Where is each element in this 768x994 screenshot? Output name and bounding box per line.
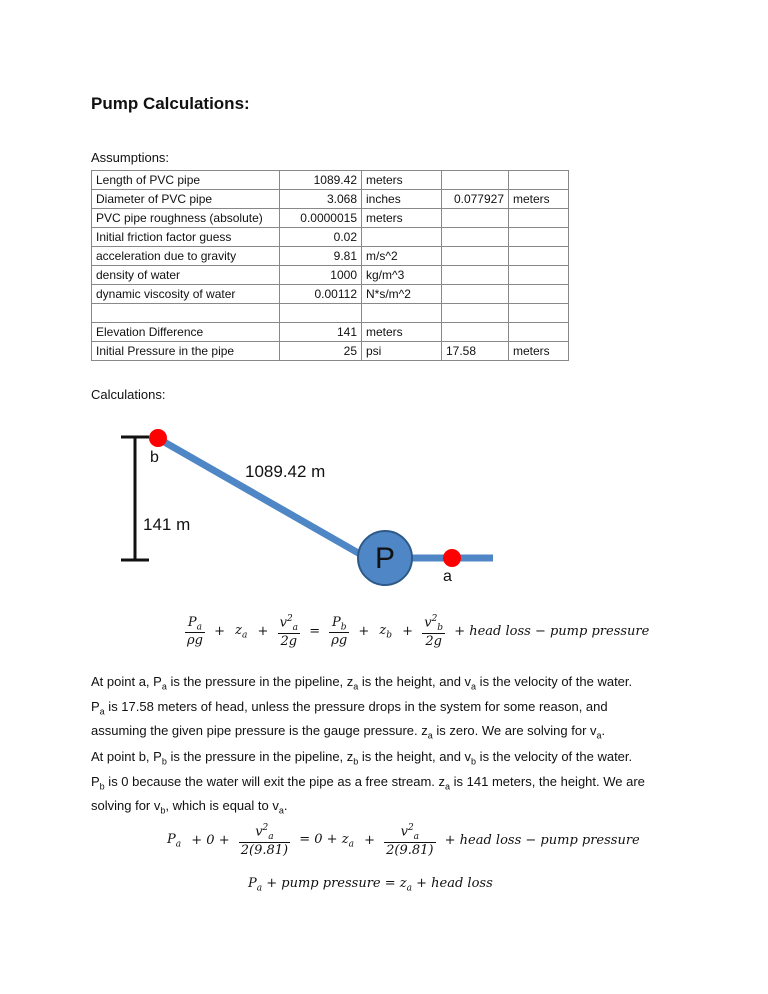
param-converted-unit-cell bbox=[509, 171, 569, 190]
param-unit-cell: meters bbox=[362, 323, 442, 342]
param-value-cell: 0.00112 bbox=[280, 285, 362, 304]
param-name-cell: Initial friction factor guess bbox=[92, 228, 280, 247]
table-row bbox=[92, 266, 569, 285]
param-unit-cell: N*s/m^2 bbox=[362, 285, 442, 304]
param-converted-unit-cell bbox=[509, 266, 569, 285]
param-converted-unit-cell: meters bbox=[509, 190, 569, 209]
pump-diagram bbox=[115, 425, 505, 590]
paragraph-point-b: At point b, $P_b$ is the pressure in the pipeline, $z_b$ is the height, and $v_b$ is the velocity of the water. $P_b$ is 0 because the water will exit the pipe as a free stream. $z_a$ is 141 meters, the height. We are solving for $v_b$, which is equal to $v_a$. bbox=[91, 749, 645, 816]
param-converted-unit-cell bbox=[509, 323, 569, 342]
param-name-cell: acceleration due to gravity bbox=[92, 247, 280, 266]
param-name-cell: dynamic viscosity of water bbox=[92, 285, 280, 304]
param-converted-cell: 0.077927 bbox=[442, 190, 509, 209]
param-converted-cell bbox=[442, 304, 509, 323]
pump-label: P bbox=[374, 542, 396, 575]
table-row bbox=[92, 285, 569, 304]
param-unit-cell bbox=[362, 304, 442, 323]
param-value-cell: 3.068 bbox=[280, 190, 362, 209]
param-unit-cell: meters bbox=[362, 209, 442, 228]
point-b-marker bbox=[149, 429, 167, 447]
table-row bbox=[92, 247, 569, 266]
param-value-cell bbox=[280, 304, 362, 323]
param-converted-cell bbox=[442, 285, 509, 304]
param-converted-cell: 17.58 bbox=[442, 342, 509, 361]
param-name-cell: Length of PVC pipe bbox=[92, 171, 280, 190]
table-row bbox=[92, 323, 569, 342]
table-row bbox=[92, 304, 569, 323]
assumptions-label: Assumptions: bbox=[91, 150, 170, 165]
table-row bbox=[92, 190, 569, 209]
table-row bbox=[92, 209, 569, 228]
param-value-cell: 1089.42 bbox=[280, 171, 362, 190]
param-converted-cell bbox=[442, 171, 509, 190]
param-converted-unit-cell bbox=[509, 247, 569, 266]
param-name-cell: Initial Pressure in the pipe bbox=[92, 342, 280, 361]
paragraph-point-a: At point a, $P_a$ is the pressure in the pipeline, $z_a$ is the height, and $v_a$ is the velocity of the water. $P_a$ is 17.58 meters of head, unless the pressure drops in the system for some reason, and assuming the given pipe pressure is the gauge pressure. $z_a$ is zero. We are solving for $v_a$. bbox=[91, 674, 633, 741]
param-converted-cell bbox=[442, 323, 509, 342]
param-converted-cell bbox=[442, 247, 509, 266]
point-b-label: b bbox=[150, 449, 159, 466]
height-label: 141 m bbox=[143, 515, 191, 534]
simplified-equation: $P_a$ + pump pressure = $z_a$ + head loss bbox=[248, 876, 493, 894]
param-converted-cell bbox=[442, 266, 509, 285]
param-name-cell: PVC pipe roughness (absolute) bbox=[92, 209, 280, 228]
substituted-equation: $P_a + 0$ + $\frac{v^2_a}{2(9.81)}$ = $0 + z_a$ + $\frac{v^2_a}{2(9.81)}$ + head loss − pump pressure bbox=[167, 823, 640, 858]
param-converted-unit-cell: meters bbox=[509, 342, 569, 361]
param-name-cell: Diameter of PVC pipe bbox=[92, 190, 280, 209]
assumptions-table bbox=[91, 170, 569, 361]
param-value-cell: 141 bbox=[280, 323, 362, 342]
param-value-cell: 25 bbox=[280, 342, 362, 361]
calculations-label: Calculations: bbox=[91, 387, 166, 402]
sloped-pipe bbox=[159, 439, 367, 558]
param-converted-unit-cell bbox=[509, 228, 569, 247]
point-a-marker bbox=[443, 549, 461, 567]
param-value-cell: 0.02 bbox=[280, 228, 362, 247]
bernoulli-equation: $\frac{P_a}{\rho g}$ + $z_a$ + $\frac{v^2_a}{2g}$ = $\frac{P_b}{\rho g}$ + $z_b$ + $\frac{v^2_b}{2g}$ + head loss − pump pressure bbox=[187, 614, 650, 649]
param-value-cell: 9.81 bbox=[280, 247, 362, 266]
param-converted-unit-cell bbox=[509, 209, 569, 228]
param-unit-cell bbox=[362, 228, 442, 247]
param-unit-cell: kg/m^3 bbox=[362, 266, 442, 285]
table-row bbox=[92, 171, 569, 190]
param-converted-cell bbox=[442, 228, 509, 247]
param-name-cell: Elevation Difference bbox=[92, 323, 280, 342]
page-title: Pump Calculations: bbox=[91, 94, 250, 113]
param-name-cell: density of water bbox=[92, 266, 280, 285]
param-converted-unit-cell bbox=[509, 285, 569, 304]
param-unit-cell: inches bbox=[362, 190, 442, 209]
param-name-cell bbox=[92, 304, 280, 323]
param-unit-cell: m/s^2 bbox=[362, 247, 442, 266]
param-value-cell: 0.0000015 bbox=[280, 209, 362, 228]
param-converted-unit-cell bbox=[509, 304, 569, 323]
param-converted-cell bbox=[442, 209, 509, 228]
table-row bbox=[92, 342, 569, 361]
param-unit-cell: psi bbox=[362, 342, 442, 361]
table-row bbox=[92, 228, 569, 247]
pipe-length-label: 1089.42 m bbox=[245, 462, 326, 481]
param-value-cell: 1000 bbox=[280, 266, 362, 285]
point-a-label: a bbox=[443, 568, 452, 585]
param-unit-cell: meters bbox=[362, 171, 442, 190]
